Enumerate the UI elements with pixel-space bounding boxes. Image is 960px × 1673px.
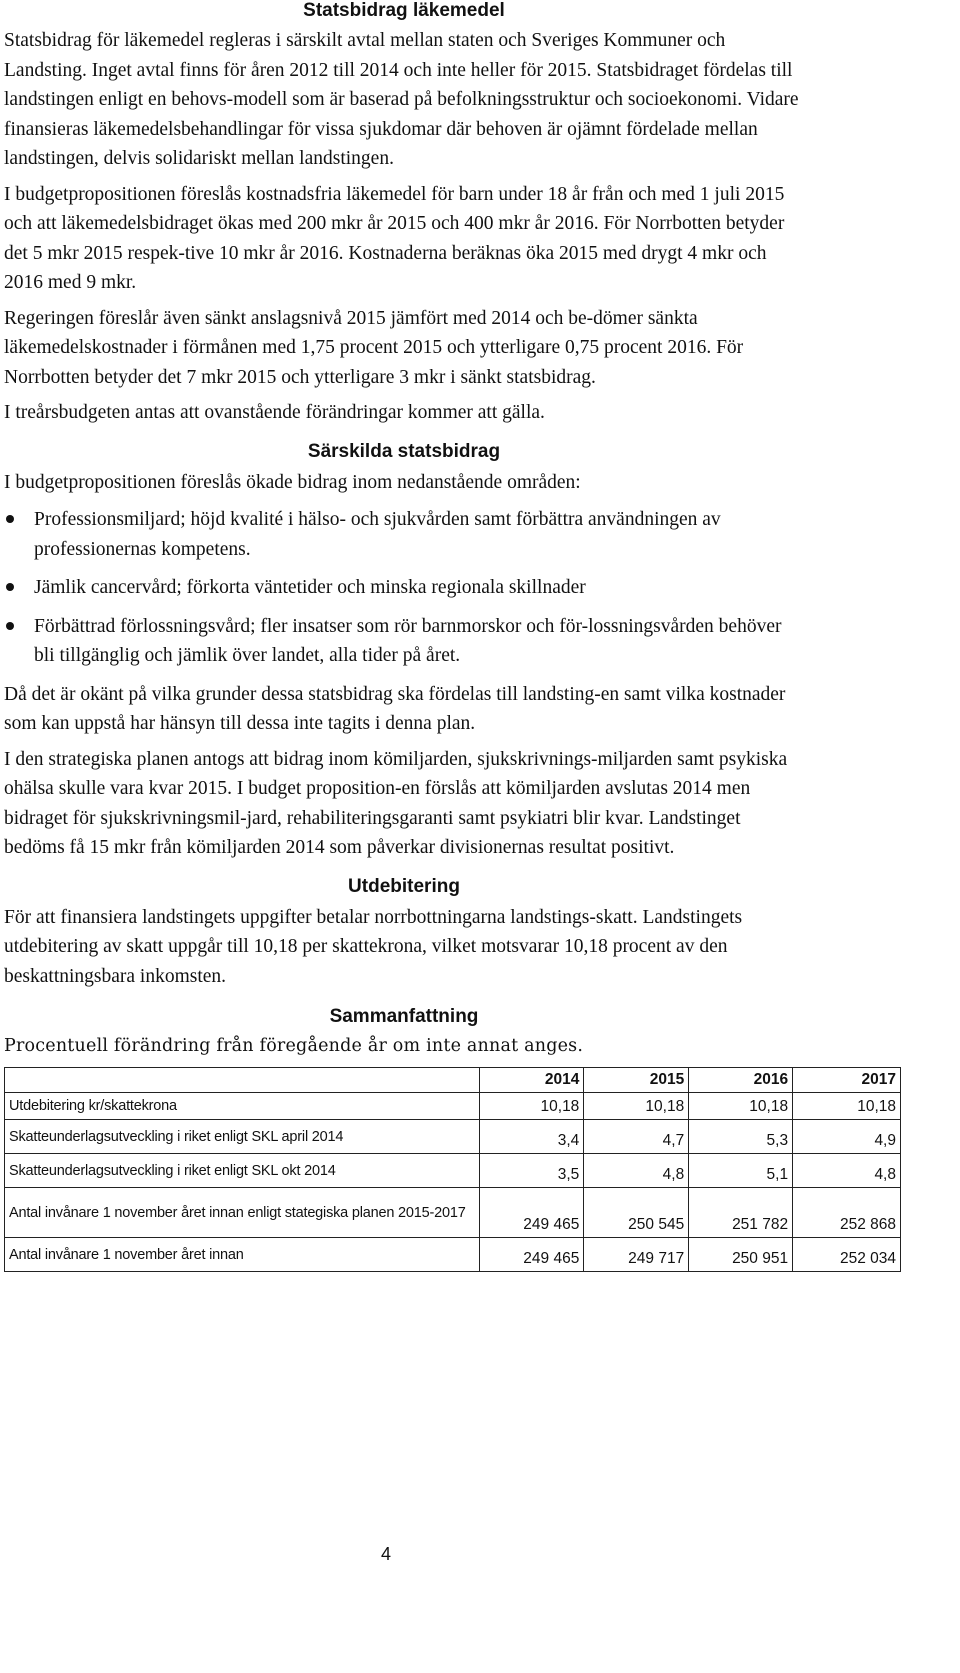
table-cell-label: Antal invånare 1 november året innan enligt stategiska planen 2015-2017 xyxy=(5,1188,480,1238)
table-cell: 10,18 xyxy=(793,1093,901,1120)
section-title-sarskilda: Särskilda statsbidrag xyxy=(307,440,501,462)
list-item-text: Professionsmiljard; höjd kvalité i hälso- och sjukvården samt förbättra användningen av professionernas kompetens. xyxy=(34,509,721,560)
summary-table xyxy=(4,1067,901,1272)
paragraph: Statsbidrag för läkemedel regleras i särskilt avtal mellan staten och Sveriges Kommuner och Landsting. Inget avtal finns för åren 2012 till 2014 och inte heller för 2015. Statsbidraget fördelas till landstingen enligt en behovs-modell som är baserad på befolkningsstruktur och socioekonomi. Vidare finansieras läkemedelsbehandlingar för vissa sjukdomar där behoven är ojämnt fördelade mellan landstingen, delvis solidariskt mellan landstingen. xyxy=(4,30,799,169)
section-title-utdebitering: Utdebitering xyxy=(348,875,460,897)
table-cell: 4,8 xyxy=(793,1154,901,1188)
table-header: 2015 xyxy=(584,1068,689,1093)
paragraph: I den strategiska planen antogs att bidrag inom kömiljarden, sjukskrivnings-miljarden samt psykiska ohälsa skulle vara kvar 2015. I budget proposition-en förslås att kömiljarden avslutas 2014 men bidraget för sjukskrivningsmil-jard, rehabiliteringsgaranti samt psykiatri blir kvar. Landstinget bedöms få 15 mkr från kömiljarden 2014 som påverkar divisionernas resultat positivt. xyxy=(4,748,788,858)
list-item xyxy=(4,612,804,671)
paragraph: Då det är okänt på vilka grunder dessa statsbidrag ska fördelas till landsting-en samt vilka kostnader som kan uppstå har hänsyn till dessa inte tagits i denna plan. xyxy=(4,683,786,734)
list-item-text: Förbättrad förlossningsvård; fler insatser som rör barnmorskor och för-lossningsvården behöver bli tillgänglig och jämlik över landet, alla tider på året. xyxy=(34,615,782,666)
table-cell-label: Skatteunderlagsutveckling i riket enligt SKL okt 2014 xyxy=(5,1154,480,1188)
table-cell: 250 951 xyxy=(689,1238,793,1272)
table-cell: 3,5 xyxy=(480,1154,584,1188)
table-cell: 5,3 xyxy=(689,1120,793,1154)
table-cell: 249 465 xyxy=(480,1188,584,1238)
table-cell: 4,9 xyxy=(793,1120,901,1154)
table-cell: 4,8 xyxy=(584,1154,689,1188)
bullet-icon xyxy=(6,622,14,630)
paragraph: Regeringen föreslår även sänkt anslagsnivå 2015 jämfört med 2014 och be-dömer sänkta läkemedelskostnader i förmånen med 1,75 procent 2015 och ytterligare 0,75 procent 2016. För Norrbotten betyder det 7 mkr 2015 och ytterligare 3 mkr i sänkt statsbidrag. xyxy=(4,307,744,388)
table-caption: Procentuell förändring från föregående år om inte annat anges. xyxy=(4,1036,584,1056)
table-cell: 4,7 xyxy=(584,1120,689,1154)
table-row xyxy=(5,1120,901,1154)
table-header-row xyxy=(5,1068,901,1093)
table-row xyxy=(5,1238,901,1272)
section-title-sammanfattning: Sammanfattning xyxy=(329,1006,479,1027)
bullet-list xyxy=(4,505,804,671)
table-cell: 252 868 xyxy=(793,1188,901,1238)
page-number: 4 xyxy=(381,1544,392,1564)
table-cell: 249 717 xyxy=(584,1238,689,1272)
paragraph: För att finansiera landstingets uppgifter betalar norrbottningarna landstings-skatt. Landstingets utdebitering av skatt uppgår till 10,18 per skattekrona, vilket motsvarar 10,18 procent av den beskattningsbara inkomsten. xyxy=(4,906,743,987)
table-cell: 5,1 xyxy=(689,1154,793,1188)
table-header: 2017 xyxy=(793,1068,901,1093)
table-header: 2016 xyxy=(689,1068,793,1093)
table-cell: 10,18 xyxy=(689,1093,793,1120)
list-item xyxy=(4,573,804,603)
bullet-icon xyxy=(6,583,14,591)
table-row xyxy=(5,1188,901,1238)
table-cell: 251 782 xyxy=(689,1188,793,1238)
table-row xyxy=(5,1154,901,1188)
table-header xyxy=(5,1068,480,1093)
table-cell-label: Utdebitering kr/skattekrona xyxy=(5,1093,480,1120)
list-item xyxy=(4,505,804,564)
table-cell: 250 545 xyxy=(584,1188,689,1238)
table-cell-label: Skatteunderlagsutveckling i riket enligt SKL april 2014 xyxy=(5,1120,480,1154)
table-cell: 249 465 xyxy=(480,1238,584,1272)
section-title-lakemedel: Statsbidrag läkemedel xyxy=(303,0,505,21)
table-cell: 10,18 xyxy=(480,1093,584,1120)
table-cell: 10,18 xyxy=(584,1093,689,1120)
table-cell-label: Antal invånare 1 november året innan xyxy=(5,1238,480,1272)
bullet-icon xyxy=(6,515,14,523)
document-page xyxy=(4,0,896,1272)
paragraph: I budgetpropositionen föreslås kostnadsfria läkemedel för barn under 18 år från och med 1 juli 2015 och att läkemedelsbidraget ökas med 200 mkr år 2015 och 400 mkr år 2016. För Norrbotten betyder det 5 mkr 2015 respek-tive 10 mkr år 2016. Kostnaderna beräknas öka 2015 med drygt 4 mkr och 2016 med 9 mkr. xyxy=(4,183,785,293)
list-item-text: Jämlik cancervård; förkorta väntetider och minska regionala skillnader xyxy=(34,577,586,598)
table-header: 2014 xyxy=(480,1068,584,1093)
paragraph: I budgetpropositionen föreslås ökade bidrag inom nedanstående områden: xyxy=(4,471,581,493)
table-cell: 252 034 xyxy=(793,1238,901,1272)
table-cell: 3,4 xyxy=(480,1120,584,1154)
table-row xyxy=(5,1093,901,1120)
paragraph: I treårsbudgeten antas att ovanstående förändringar kommer att gälla. xyxy=(4,402,545,423)
